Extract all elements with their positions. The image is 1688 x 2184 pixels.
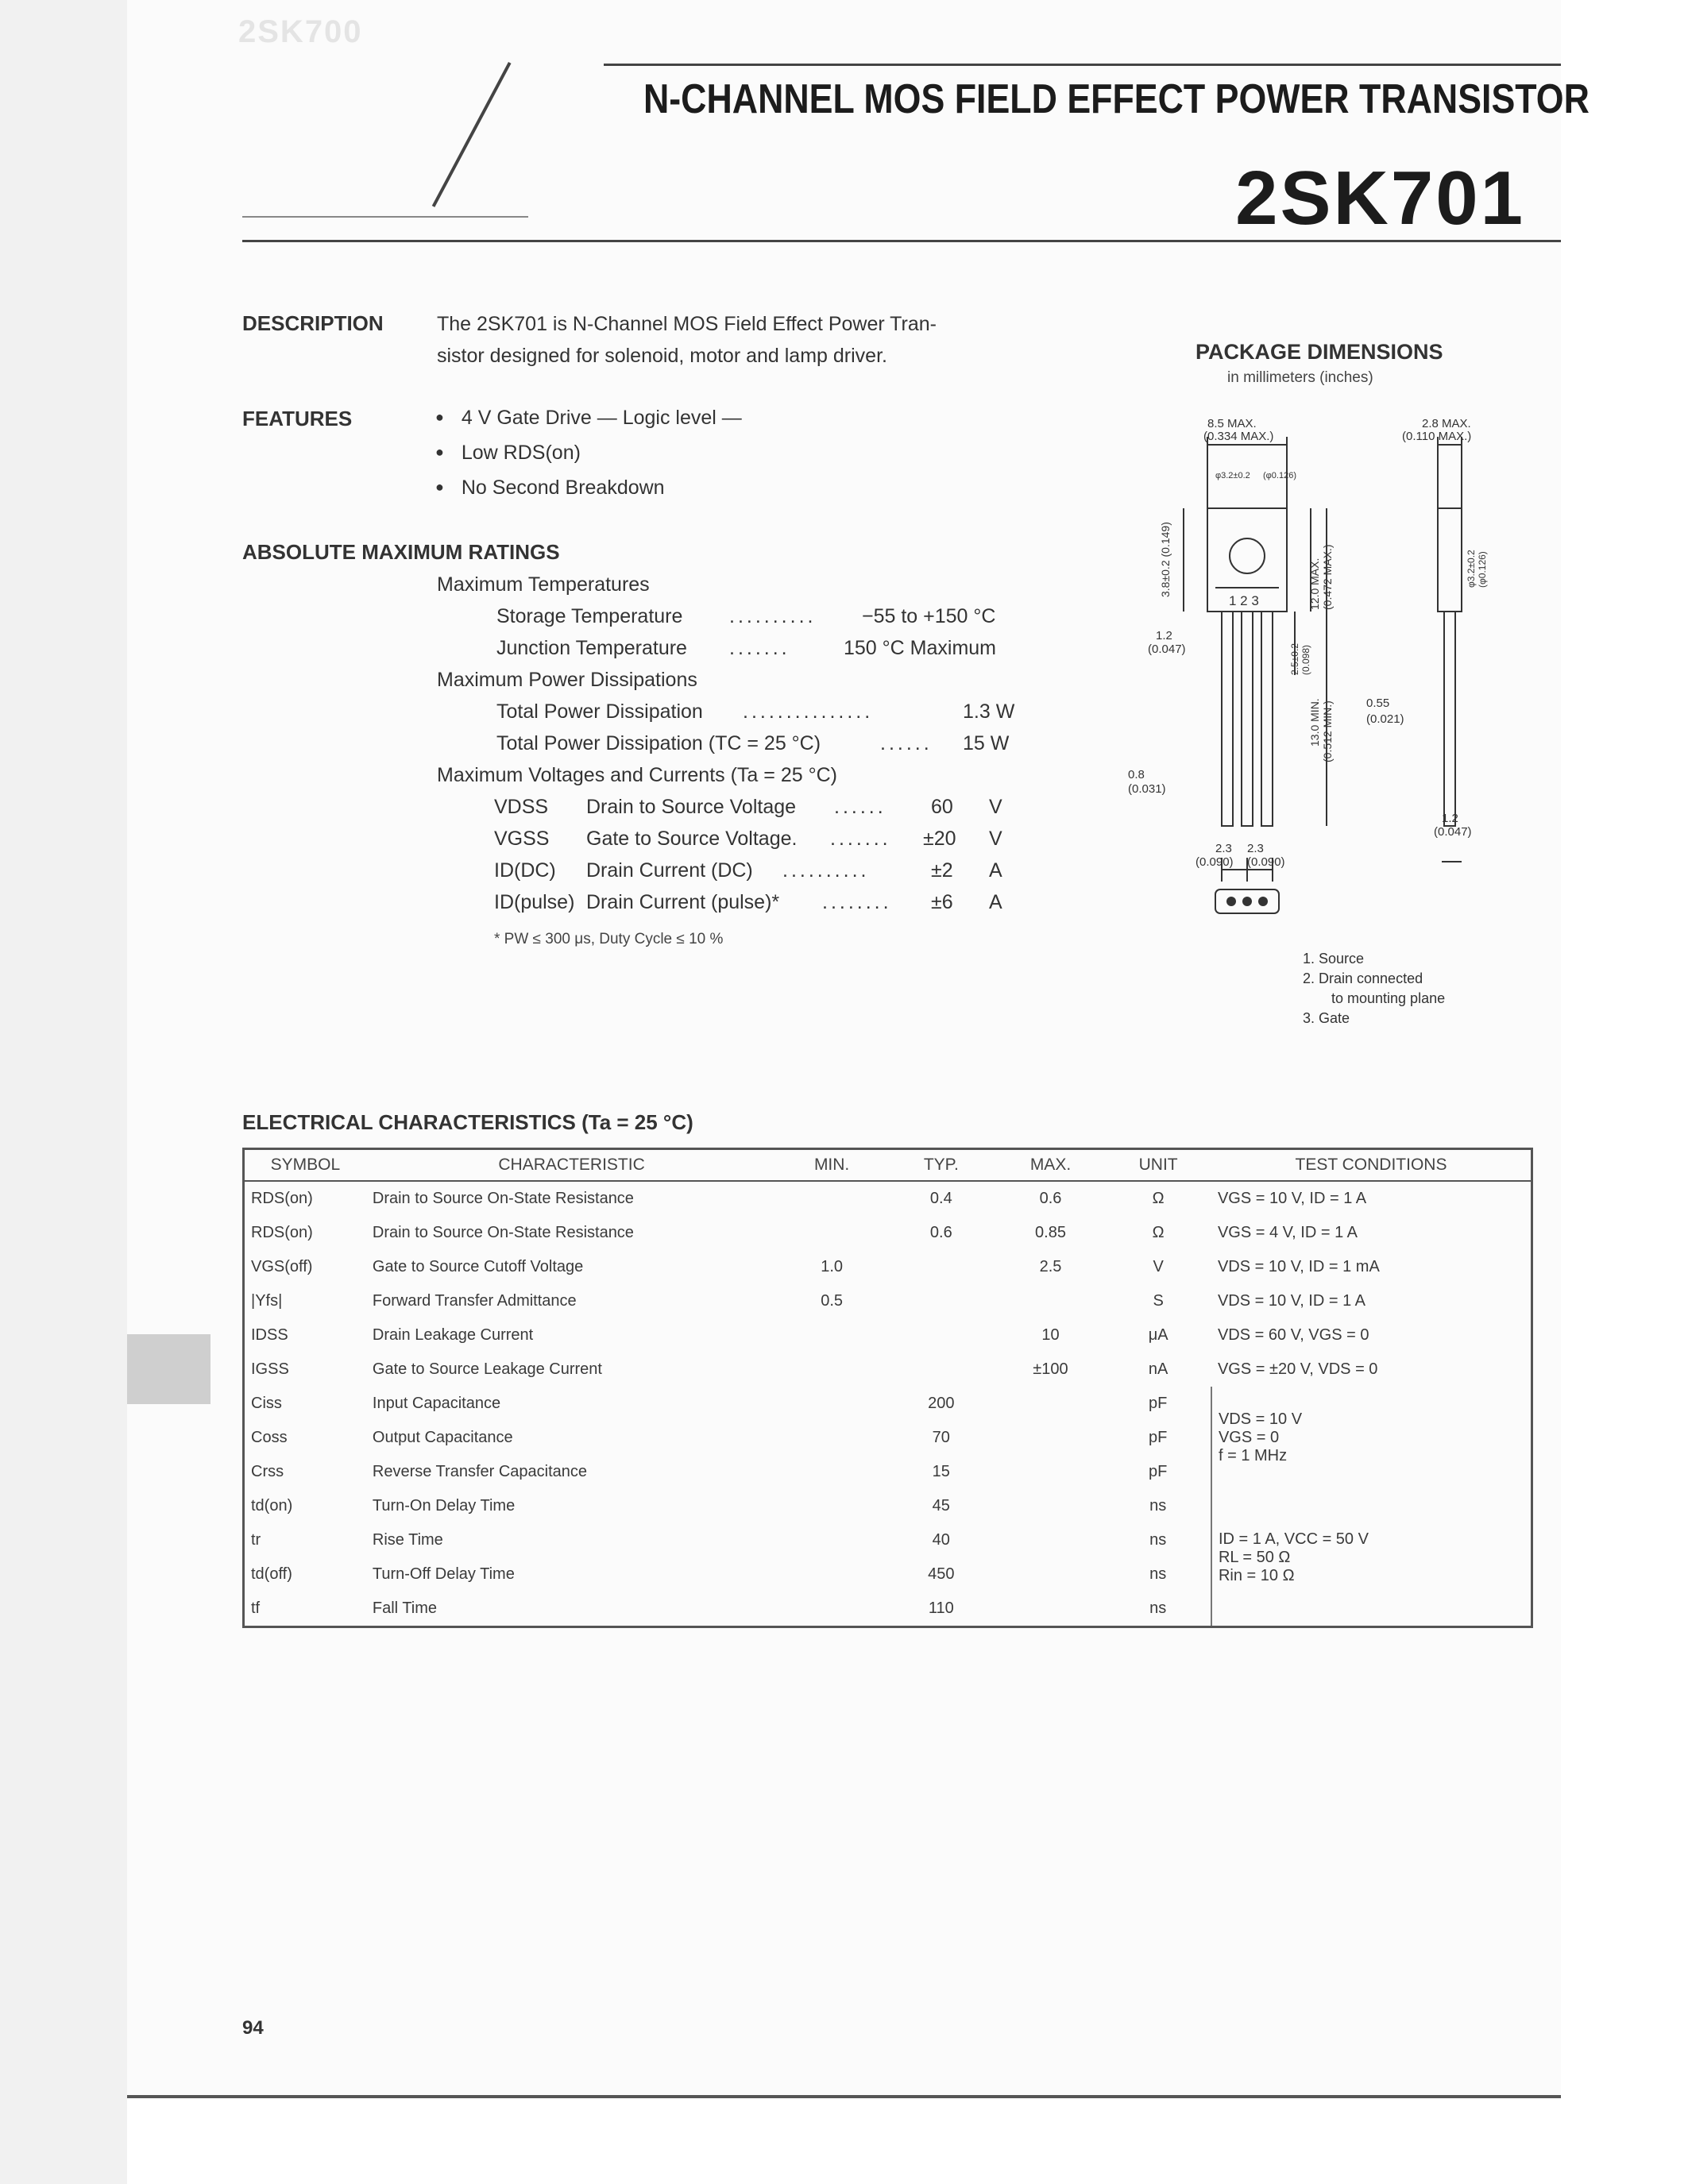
rating-unit: A — [989, 859, 1002, 882]
rating-symbol: ID(pulse) — [494, 891, 575, 913]
dim-lead-step: 2.5±0.2 — [1289, 643, 1300, 675]
power-dissipation-value: 1.3 W — [963, 700, 1015, 723]
cell-unit: ns — [1149, 1565, 1167, 1583]
cell-characteristic: Reverse Transfer Capacitance — [372, 1463, 588, 1480]
dim-tab-height: 3.8±0.2 (0.149) — [1159, 522, 1172, 597]
leader-dots: .......... — [782, 859, 870, 882]
cell-max: 0.85 — [1035, 1224, 1066, 1241]
condition-line: Rin = 10 Ω — [1218, 1566, 1295, 1584]
dim-pitch-1: 2.3 — [1215, 842, 1232, 855]
cell-conditions: VGS = 10 V, ID = 1 A — [1217, 1190, 1367, 1207]
side-body — [1438, 508, 1462, 612]
condition-line: RL = 50 Ω — [1218, 1548, 1291, 1566]
dim-lead-width: 1.2 — [1156, 629, 1172, 642]
cell-typ: 0.6 — [929, 1224, 952, 1241]
leader-dots: ....... — [729, 637, 790, 659]
power-dissipation-tc-label: Total Power Dissipation (TC = 25 °C) — [496, 732, 821, 754]
cell-typ: 45 — [932, 1497, 950, 1515]
rating-unit: V — [989, 796, 1002, 818]
dim-hole-in: (φ0.126) — [1263, 471, 1296, 480]
rating-value: 60 — [931, 796, 953, 818]
cell-characteristic: Drain to Source On-State Resistance — [372, 1190, 634, 1207]
cell-typ: 200 — [928, 1395, 955, 1412]
cell-characteristic: Output Capacitance — [372, 1429, 513, 1446]
cell-unit: V — [1153, 1258, 1164, 1275]
power-heading: Maximum Power Dissipations — [437, 669, 697, 691]
dim-side-hole: φ3.2±0.2 — [1466, 550, 1477, 588]
dim-body-height: 12.0 MAX. — [1308, 558, 1321, 610]
cell-symbol: |Yfs| — [251, 1292, 283, 1310]
dim-lead-thickness: 0.55 — [1366, 696, 1390, 710]
dim-width: 8.5 MAX. — [1207, 417, 1257, 430]
leader-dots: ...... — [880, 732, 933, 754]
cell-characteristic: Rise Time — [372, 1531, 443, 1549]
column-header: SYMBOL — [244, 1149, 366, 1182]
cell-unit: pF — [1148, 1395, 1168, 1412]
description-line-1: The 2SK701 is N-Channel MOS Field Effect Power Tran- — [437, 313, 937, 335]
cell-typ: 450 — [928, 1565, 955, 1583]
table-row — [244, 1387, 1532, 1421]
cell-symbol: VGS(off) — [251, 1258, 313, 1275]
rating-symbol: VGSS — [494, 828, 550, 850]
power-dissipation-label: Total Power Dissipation — [496, 700, 703, 723]
power-dissipation-tc-value: 15 W — [963, 732, 1010, 754]
column-header: TYP. — [886, 1149, 996, 1182]
cell-typ — [886, 1318, 996, 1352]
cell-symbol: td(on) — [251, 1497, 293, 1515]
scan-margin — [0, 0, 127, 2184]
cell-symbol: IDSS — [251, 1326, 288, 1344]
table-row — [244, 1181, 1532, 1216]
rating-label: Gate to Source Voltage. — [586, 828, 798, 850]
part-number: 2SK701 — [1235, 156, 1525, 241]
cell-characteristic: Input Capacitance — [372, 1395, 501, 1412]
pin-legend — [1303, 949, 1445, 1028]
feature-item: ● 4 V Gate Drive — Logic level — — [435, 407, 742, 430]
header-rule-left — [242, 216, 528, 218]
cell-characteristic: Gate to Source Leakage Current — [372, 1360, 602, 1378]
cell-unit: Ω — [1152, 1224, 1165, 1241]
cell-symbol: td(off) — [251, 1565, 292, 1583]
cell-unit: ns — [1149, 1599, 1167, 1617]
dim-width-in: (0.334 MAX.) — [1203, 430, 1274, 443]
dim-side-lead-in: (0.047) — [1434, 825, 1472, 839]
storage-temp-label: Storage Temperature — [496, 605, 683, 627]
side-lead — [1444, 612, 1455, 826]
description-heading: DESCRIPTION — [242, 311, 384, 335]
temp-heading: Maximum Temperatures — [437, 573, 650, 596]
column-header: MIN. — [777, 1149, 886, 1182]
cell-characteristic: Drain to Source On-State Resistance — [372, 1224, 634, 1241]
electrical-table — [242, 1148, 1533, 1628]
cell-max — [996, 1455, 1106, 1489]
features-heading: FEATURES — [242, 407, 353, 430]
cell-characteristic: Gate to Source Cutoff Voltage — [372, 1258, 584, 1275]
storage-temp-value: −55 to +150 °C — [862, 605, 996, 627]
electrical-heading: ELECTRICAL CHARACTERISTICS (Ta = 25 °C) — [242, 1110, 693, 1134]
cell-min — [777, 1592, 886, 1627]
cell-unit: nA — [1148, 1360, 1168, 1378]
cell-conditions: VDS = 60 V, VGS = 0 — [1217, 1326, 1369, 1344]
cell-symbol: RDS(on) — [251, 1224, 313, 1241]
cell-characteristic: Drain Leakage Current — [372, 1326, 534, 1344]
dim-pitch-2-in: (0.090) — [1247, 855, 1285, 869]
header-rule-top — [604, 64, 1561, 66]
cell-symbol: tr — [251, 1531, 261, 1549]
table-row — [244, 1250, 1532, 1284]
leader-dots: ........ — [822, 891, 892, 913]
cell-min — [777, 1216, 886, 1250]
voltage-current-heading: Maximum Voltages and Currents (Ta = 25 °C) — [437, 764, 837, 786]
section-tab — [127, 1334, 211, 1404]
leader-dots: ...... — [834, 796, 886, 818]
cell-symbol: tf — [251, 1599, 261, 1617]
cell-unit: ns — [1149, 1531, 1167, 1549]
features-list — [435, 407, 742, 511]
dim-thickness-in: (0.110 MAX.) — [1402, 430, 1472, 443]
page-title: N-CHANNEL MOS FIELD EFFECT POWER TRANSISTOR — [643, 76, 1590, 122]
rating-label: Drain Current (pulse)* — [586, 891, 780, 913]
condition-line: ID = 1 A, VCC = 50 V — [1218, 1530, 1369, 1548]
cell-max: 0.6 — [1039, 1190, 1062, 1207]
dim-pitch-2: 2.3 — [1247, 842, 1264, 855]
cell-conditions: VDS = 10 V, ID = 1 mA — [1217, 1258, 1380, 1275]
table-row — [244, 1352, 1532, 1387]
description-line-2: sistor designed for solenoid, motor and lamp driver. — [437, 345, 887, 367]
cell-max — [996, 1421, 1106, 1455]
cell-min — [777, 1455, 886, 1489]
cell-typ: 110 — [928, 1599, 954, 1617]
condition-line: VDS = 10 V — [1218, 1410, 1303, 1428]
rating-unit: V — [989, 828, 1002, 850]
table-row — [244, 1216, 1532, 1250]
cell-conditions: VDS = 10 V, ID = 1 A — [1217, 1292, 1366, 1310]
pin-legend-item: 2. Drain connected — [1303, 970, 1423, 986]
cell-min — [777, 1318, 886, 1352]
cell-symbol: RDS(on) — [251, 1190, 313, 1207]
rating-unit: A — [989, 891, 1002, 913]
leader-dots: .......... — [729, 605, 817, 627]
lead-1 — [1222, 612, 1233, 826]
cell-min: 1.0 — [821, 1258, 844, 1275]
feature-item: ● Low RDS(on) — [435, 442, 742, 465]
table-row — [244, 1318, 1532, 1352]
cell-max — [996, 1387, 1106, 1421]
dim-hole: φ3.2±0.2 — [1215, 471, 1250, 480]
cell-typ: 70 — [932, 1429, 950, 1446]
rating-symbol: ID(DC) — [494, 859, 556, 882]
leader-dots: ............... — [743, 700, 874, 723]
dim-lead-length-in: (0.512 MIN.) — [1321, 700, 1334, 762]
cell-unit: μA — [1148, 1326, 1168, 1344]
cell-conditions-capacitance — [1211, 1387, 1532, 1489]
cell-min — [777, 1181, 886, 1216]
cell-symbol: Coss — [251, 1429, 288, 1446]
cell-min — [777, 1489, 886, 1523]
cell-unit: Ω — [1152, 1190, 1165, 1207]
cell-min — [777, 1387, 886, 1421]
cell-max: 10 — [1041, 1326, 1060, 1344]
cell-typ: 0.4 — [929, 1190, 952, 1207]
dim-thickness: 2.8 MAX. — [1422, 417, 1471, 430]
dim-body-height-in: (0.472 MAX.) — [1321, 544, 1334, 610]
cell-max — [996, 1523, 1106, 1557]
cell-max: 2.5 — [1039, 1258, 1062, 1275]
condition-line: VGS = 0 — [1218, 1429, 1280, 1446]
cell-symbol: Ciss — [251, 1395, 282, 1412]
cell-conditions-switching — [1211, 1489, 1532, 1627]
cell-characteristic: Fall Time — [372, 1599, 438, 1617]
junction-temp-value: 150 °C Maximum — [844, 637, 996, 659]
ratings-heading: ABSOLUTE MAXIMUM RATINGS — [242, 540, 560, 564]
cell-max — [996, 1489, 1106, 1523]
cell-typ: 40 — [932, 1531, 950, 1549]
rating-value: ±20 — [923, 828, 956, 850]
package-title: PACKAGE DIMENSIONS — [1196, 340, 1443, 364]
table-header-row — [244, 1149, 1532, 1182]
cell-max — [996, 1284, 1106, 1318]
table-row — [244, 1284, 1532, 1318]
cell-symbol: IGSS — [251, 1360, 289, 1378]
cell-conditions: VGS = ±20 V, VDS = 0 — [1217, 1360, 1378, 1378]
cell-max: ±100 — [1033, 1360, 1068, 1378]
cell-characteristic: Turn-Off Delay Time — [372, 1565, 515, 1583]
ratings-footnote: * PW ≤ 300 μs, Duty Cycle ≤ 10 % — [494, 931, 724, 947]
cell-unit: ns — [1149, 1497, 1167, 1515]
feature-item: ● No Second Breakdown — [435, 477, 742, 500]
column-header: TEST CONDITIONS — [1211, 1149, 1532, 1182]
cell-unit: pF — [1148, 1429, 1168, 1446]
pin-legend-item: to mounting plane — [1331, 990, 1446, 1006]
condition-line: f = 1 MHz — [1218, 1447, 1288, 1464]
cell-unit: S — [1153, 1292, 1164, 1310]
cell-min — [777, 1352, 886, 1387]
column-header: UNIT — [1105, 1149, 1211, 1182]
dim-lead-depth-in: (0.031) — [1128, 782, 1166, 796]
dim-side-lead: 1.2 — [1442, 812, 1458, 825]
rating-symbol: VDSS — [494, 796, 549, 818]
cell-max — [996, 1557, 1106, 1592]
cell-characteristic: Turn-On Delay Time — [372, 1497, 516, 1515]
package-subtitle: in millimeters (inches) — [1227, 369, 1373, 386]
rating-value: ±6 — [931, 891, 953, 913]
mounting-hole — [1230, 538, 1265, 573]
column-header: CHARACTERISTIC — [366, 1149, 777, 1182]
bleed-through-text: 2SK700 — [238, 14, 363, 49]
cell-min — [777, 1421, 886, 1455]
dim-side-hole-in: (φ0.126) — [1477, 551, 1488, 588]
cell-typ — [886, 1284, 996, 1318]
dim-lead-step-in: (0.098) — [1300, 644, 1311, 675]
page-number: 94 — [242, 2017, 264, 2039]
table-row — [244, 1489, 1532, 1523]
cell-typ — [886, 1250, 996, 1284]
lead-3 — [1261, 612, 1273, 826]
dim-lead-length: 13.0 MIN. — [1308, 698, 1321, 747]
cell-characteristic: Forward Transfer Admittance — [372, 1292, 577, 1310]
package-drawing — [1128, 413, 1541, 953]
dim-lead-thickness-in: (0.021) — [1366, 712, 1404, 726]
cell-typ: 15 — [932, 1463, 950, 1480]
cell-typ — [886, 1352, 996, 1387]
cell-min: 0.5 — [821, 1292, 844, 1310]
lead-2 — [1242, 612, 1253, 826]
pin-legend-item: 3. Gate — [1303, 1010, 1350, 1026]
dim-lead-depth: 0.8 — [1128, 768, 1145, 781]
column-header: MAX. — [996, 1149, 1106, 1182]
rating-label: Drain to Source Voltage — [586, 796, 797, 818]
dim-lead-width-in: (0.047) — [1148, 642, 1186, 656]
cell-symbol: Crss — [251, 1463, 284, 1480]
rating-label: Drain Current (DC) — [586, 859, 753, 882]
junction-temp-label: Junction Temperature — [496, 637, 687, 659]
cell-conditions: VGS = 4 V, ID = 1 A — [1217, 1224, 1358, 1241]
pin-legend-item: 1. Source — [1303, 951, 1365, 967]
cell-max — [996, 1592, 1106, 1627]
leader-dots: ....... — [830, 828, 891, 850]
cell-unit: pF — [1148, 1463, 1168, 1480]
cell-min — [777, 1557, 886, 1592]
pin-numbers: 1 2 3 — [1229, 593, 1259, 608]
dim-pitch-1-in: (0.090) — [1196, 855, 1234, 869]
rating-value: ±2 — [931, 859, 953, 882]
page-bottom-edge — [127, 2095, 1561, 2098]
cell-min — [777, 1523, 886, 1557]
